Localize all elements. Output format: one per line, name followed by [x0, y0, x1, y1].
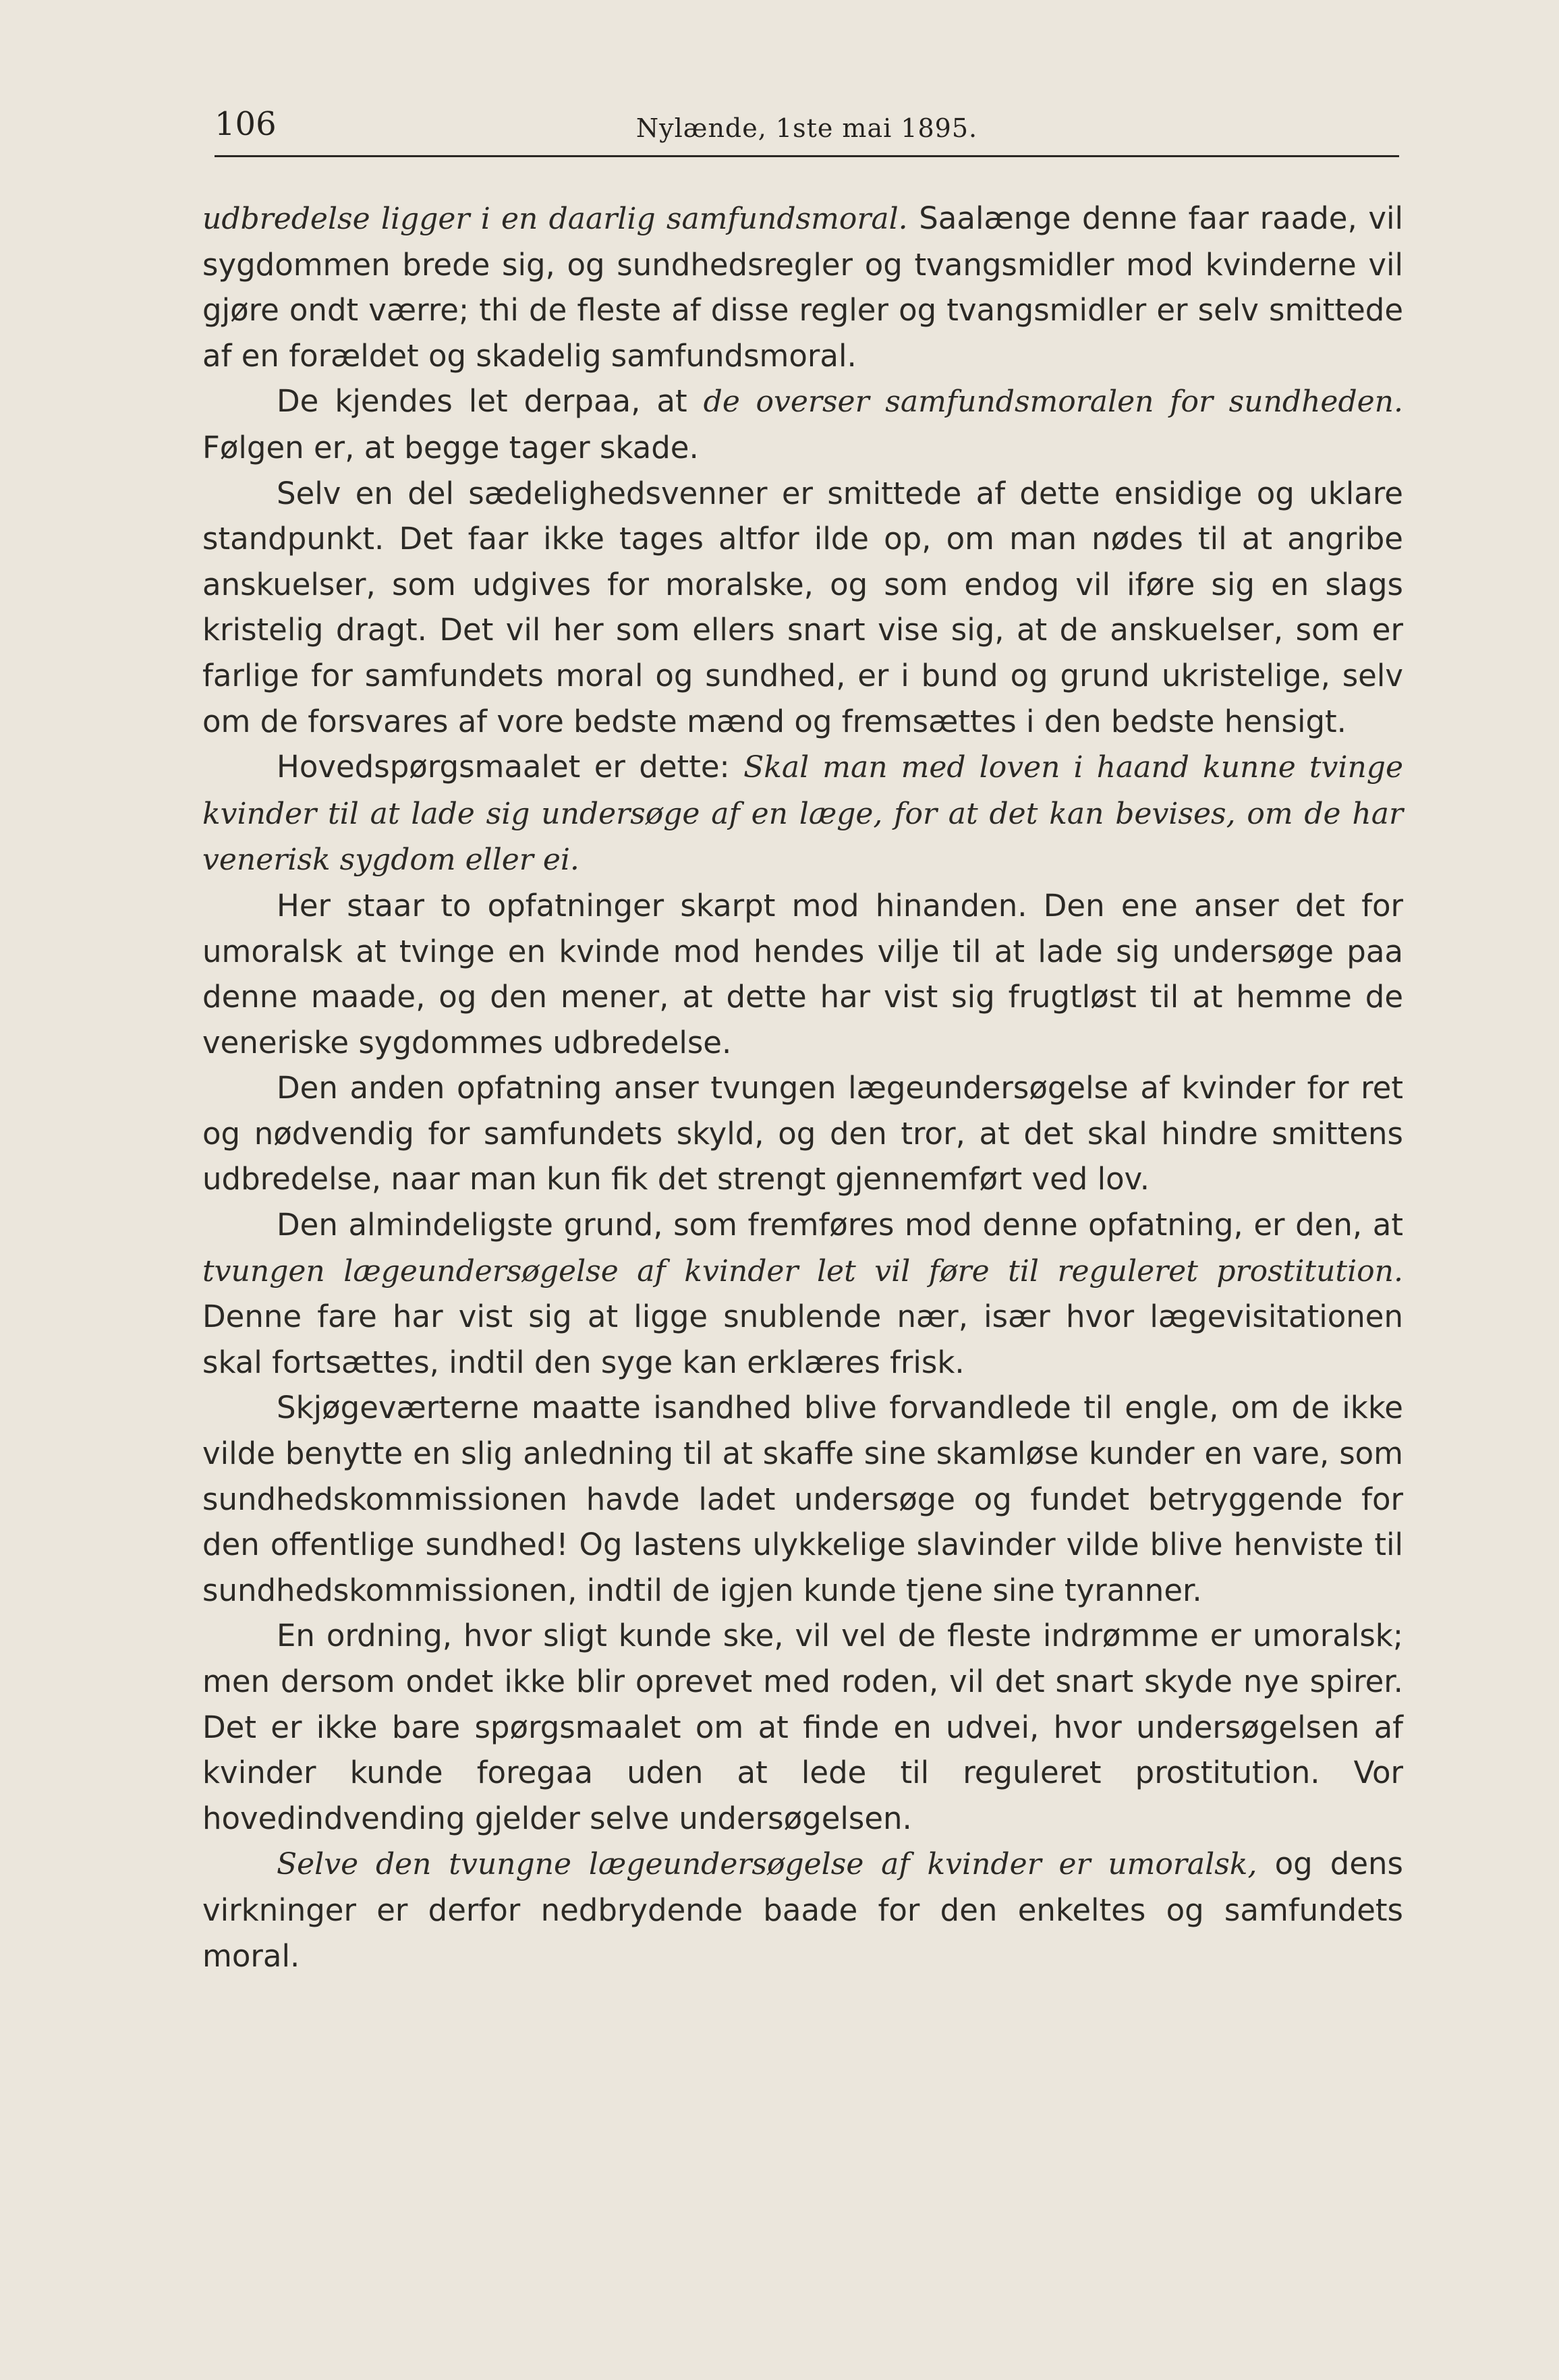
- paragraph-1: [202, 196, 1403, 378]
- body-text: [202, 196, 1403, 1979]
- italic-phrase: tvungen lægeundersøgelse af kvinder let vil føre til reguleret prostitution.: [202, 1253, 1403, 1288]
- paragraph-text: Saalænge denne faar raade, vil sygdommen brede sig, og sundhedsregler og tvangsmidler mod kvinderne vil gjøre ondt værre; thi de fleste af disse regler og tvangsmidler er selv smittede af en forældet og skadelig samfundsmoral.: [202, 200, 1403, 374]
- page-number: 106: [215, 105, 277, 143]
- page-header: [215, 101, 1399, 157]
- paragraph-4: [202, 744, 1403, 883]
- italic-phrase: Skal man med loven i haand kunne tvinge kvinder til at lade sig undersøge af en læge, for at det kan bevises, om de har venerisk sygdom eller ei.: [202, 750, 1403, 878]
- paragraph-text: De kjendes let derpaa, at: [277, 383, 704, 420]
- italic-phrase: udbredelse ligger i en daarlig samfundsmoral.: [202, 202, 908, 236]
- paragraph-text: og dens virkninger er derfor nedbrydende baade for den enkeltes og samfundets moral.: [202, 1846, 1404, 1974]
- paragraph-7: [202, 1202, 1403, 1385]
- paragraph-6: [202, 1065, 1403, 1202]
- italic-phrase: Selve den tvungne lægeundersøgelse af kvinder er umoralsk,: [277, 1847, 1257, 1882]
- paragraph-text: Her staar to opfatninger skarpt mod hinanden. Den ene anser det for umoralsk at tvinge en kvinde mod hendes vilje til at lade sig undersøge paa denne maade, og den mener, at dette har vist sig frugtløst til at hemme de veneriske sygdommes udbredelse.: [202, 887, 1403, 1060]
- paragraph-9: [202, 1613, 1403, 1841]
- paragraph-2: [202, 378, 1403, 470]
- paragraph-text: Skjøgeværterne maatte isandhed blive forvandlede til engle, om de ikke vilde benytte en slig anledning til at skaffe sine skamløse kunder en vare, som sundhedskommissionen havde ladet undersøge og fundet betryggende for den offentlige sundhed! Og lastens ulykkelige slavinder vilde blive henviste til sundhedskommissionen, indtil de igjen kunde tjene sine tyranner.: [202, 1390, 1403, 1608]
- paragraph-text: Denne fare har vist sig at ligge snublende nær, især hvor lægevisitationen skal fortsættes, indtil den syge kan erklæres frisk.: [202, 1299, 1403, 1380]
- paragraph-text: Den anden opfatning anser tvungen lægeundersøgelse af kvinder for ret og nødvendig for samfundets skyld, og den tror, at det skal hindre smittens udbredelse, naar man kun fik det strengt gjennemført ved lov.: [202, 1070, 1403, 1197]
- paragraph-10: [202, 1841, 1403, 1979]
- paragraph-5: [202, 883, 1403, 1065]
- paragraph-8: [202, 1385, 1403, 1613]
- paragraph-text: Hovedspørgsmaalet er dette:: [277, 749, 744, 785]
- paragraph-text: Selv en del sædelighedsvenner er smittede af dette ensidige og uklare standpunkt. Det faar ikke tages altfor ilde op, om man nødes til at angribe anskuelser, som udgives for moralske, og som endog vil iføre sig en slags kristelig dragt. Det vil her som ellers snart vise sig, at de anskuelser, som er farlige for samfundets moral og sundhed, er i bund og grund ukristelige, selv om de forsvares af vore bedste mænd og fremsættes i den bedste hensigt.: [202, 475, 1403, 739]
- paragraph-text: En ordning, hvor sligt kunde ske, vil vel de fleste indrømme er umoralsk; men dersom ondet ikke blir oprevet med roden, vil det snart skyde nye spirer. Det er ikke bare spørgsmaalet om at finde en udvei, hvor undersøgelsen af kvinder kunde foregaa uden at lede til reguleret prostitution. Vor hovedindvending gjelder selve undersøgelsen.: [202, 1618, 1403, 1836]
- italic-phrase: de overser samfundsmoralen for sundheden.: [703, 385, 1403, 420]
- running-head: Nylænde, 1ste mai 1895.: [635, 113, 978, 143]
- paragraph-text: Følgen er, at begge tager skade.: [202, 429, 699, 465]
- paragraph-text: Den almindeligste grund, som fremføres mod denne opfatning, er den, at: [277, 1207, 1403, 1243]
- paragraph-3: [202, 471, 1403, 745]
